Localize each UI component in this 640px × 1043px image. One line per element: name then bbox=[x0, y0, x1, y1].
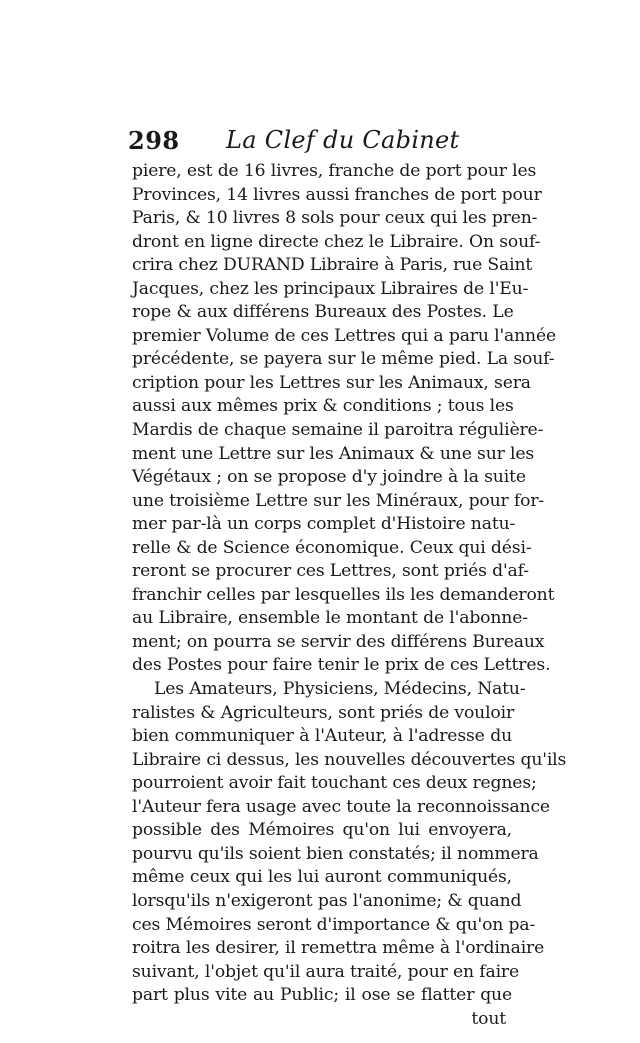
text-line: cription pour les Lettres sur les Animaux, sera bbox=[132, 372, 531, 393]
text-line: Jacques, chez les principaux Libraires de l'Eu- bbox=[132, 278, 529, 299]
text-line: ment une Lettre sur les Animaux & une sur les bbox=[132, 443, 535, 464]
text-line: roitra les desirer, il remettra même à l'ordinaire bbox=[132, 938, 545, 959]
page-number: 298 bbox=[128, 126, 180, 155]
text-line: Mardis de chaque semaine il paroitra régulière- bbox=[132, 420, 544, 441]
text-line: l'Auteur fera usage avec toute la reconnoissance bbox=[132, 796, 550, 817]
text-line: suivant, l'objet qu'il aura traité, pour en faire bbox=[132, 961, 520, 982]
text-line: relle & de Science économique. Ceux qui dési- bbox=[132, 537, 532, 558]
text-line: crira chez DURAND Libraire à Paris, rue Saint bbox=[132, 255, 533, 276]
text-line: Végétaux ; on se propose d'y joindre à la suite bbox=[132, 467, 526, 488]
text-line: premier Volume de ces Lettres qui a paru l'année bbox=[132, 325, 556, 346]
text-line: Provinces, 14 livres aussi franches de port pour bbox=[132, 184, 542, 205]
text-line: pourroient avoir fait touchant ces deux regnes; bbox=[132, 773, 537, 794]
text-line: dront en ligne directe chez le Libraire. On souf- bbox=[132, 231, 541, 252]
text-line: rope & aux différens Bureaux des Postes. Le bbox=[132, 302, 514, 323]
page-header bbox=[128, 126, 518, 158]
text-line: des Postes pour faire tenir le prix de ces Lettres. bbox=[132, 655, 551, 676]
text-line: au Libraire, ensemble le montant de l'abonne- bbox=[132, 608, 528, 629]
text-line: ralistes & Agriculteurs, sont priés de vouloir bbox=[132, 702, 515, 723]
text-line: franchir celles par lesquelles ils les demanderont bbox=[132, 584, 555, 605]
body-text bbox=[132, 160, 567, 1031]
text-line: bien communiquer à l'Auteur, à l'adresse du bbox=[132, 726, 512, 747]
text-line: mer par-là un corps complet d'Histoire natu- bbox=[132, 514, 516, 535]
text-line: précédente, se payera sur le même pied. La souf- bbox=[132, 349, 555, 370]
catchword: tout bbox=[471, 1008, 506, 1029]
text-line: reront se procurer ces Lettres, sont priés d'af- bbox=[132, 561, 529, 582]
text-line: ces Mémoires seront d'importance & qu'on pa- bbox=[132, 914, 536, 935]
paragraph-start-line: Les Amateurs, Physiciens, Médecins, Natu- bbox=[154, 679, 526, 700]
text-line: part plus vite au Public; il ose se flatter que bbox=[132, 985, 512, 1006]
text-line: possible des Mémoires qu'on lui envoyera, bbox=[132, 820, 512, 841]
text-line: aussi aux mêmes prix & conditions ; tous les bbox=[132, 396, 514, 417]
text-line: même ceux qui les lui auront communiqués, bbox=[132, 867, 512, 888]
text-line: Libraire ci dessus, les nouvelles découvertes qu'ils bbox=[132, 749, 567, 770]
text-line: lorsqu'ils n'exigeront pas l'anonime; & quand bbox=[132, 890, 522, 911]
running-title: La Clef du Cabinet bbox=[226, 126, 460, 154]
text-line: ment; on pourra se servir des différens Bureaux bbox=[132, 631, 545, 652]
text-line: pourvu qu'ils soient bien constatés; il nommera bbox=[132, 843, 539, 864]
text-line: piere, est de 16 livres, franche de port pour les bbox=[132, 161, 537, 181]
text-line: Paris, & 10 livres 8 sols pour ceux qui les pren- bbox=[132, 208, 538, 229]
text-line: une troisième Lettre sur les Minéraux, pour for- bbox=[132, 490, 545, 511]
